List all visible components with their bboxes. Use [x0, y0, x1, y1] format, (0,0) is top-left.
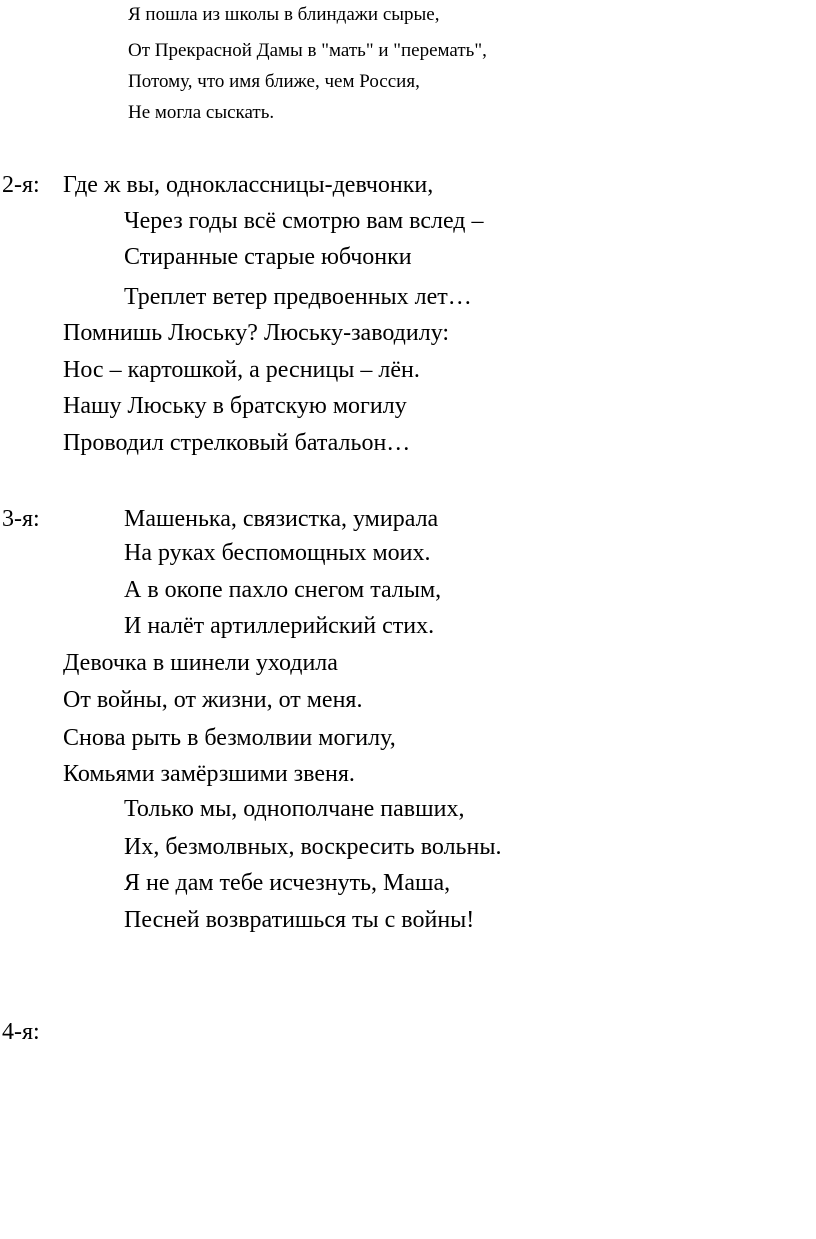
stanza3-line-3: А в окопе пахло снегом талым,: [124, 577, 442, 603]
stanza2-line-3: Стиранные старые юбчонки: [124, 244, 412, 270]
stanza3-line-5: Девочка в шинели уходила: [63, 650, 338, 676]
stanza2-line-6: Нос – картошкой, а ресницы – лён.: [63, 357, 420, 383]
stanza3-line-8: Комьями замёрзшими звеня.: [63, 761, 355, 787]
stanza2-line-8: Проводил стрелковый батальон…: [63, 430, 411, 456]
stanza3-line-9: Только мы, однополчане павших,: [124, 796, 465, 822]
stanza3-line-10: Их, безмолвных, воскресить вольны.: [124, 834, 502, 860]
stanza3-line-2: На руках беспомощных моих.: [124, 540, 431, 566]
stanza3-line-7: Снова рыть в безмолвии могилу,: [63, 725, 396, 751]
speaker-label-2: 2-я:: [2, 172, 40, 198]
stanza1-line-4: Не могла сыскать.: [128, 102, 275, 123]
stanza3-line-1: Машенька, связистка, умирала: [124, 506, 439, 532]
stanza3-line-11: Я не дам тебе исчезнуть, Маша,: [124, 870, 451, 896]
stanza1-line-3: Потому, что имя ближе, чем Россия,: [128, 71, 420, 92]
stanza3-line-6: От войны, от жизни, от меня.: [63, 687, 363, 713]
stanza3-line-12: Песней возвратишься ты с войны!: [124, 907, 475, 933]
stanza2-line-1: Где ж вы, одноклассницы-девчонки,: [63, 172, 434, 198]
speaker-label-4: 4-я:: [2, 1019, 40, 1045]
speaker-label-3: 3-я:: [2, 506, 40, 532]
stanza1-line-2: От Прекрасной Дамы в "мать" и "перемать",: [128, 40, 487, 61]
stanza2-line-7: Нашу Люську в братскую могилу: [63, 393, 407, 419]
stanza3-line-4: И налёт артиллерийский стих.: [124, 613, 435, 639]
stanza2-line-2: Через годы всё смотрю вам вслед –: [124, 208, 484, 234]
stanza2-line-5: Помнишь Люську? Люську-заводилу:: [63, 320, 450, 346]
stanza1-line-1: Я пошла из школы в блиндажи сырые,: [128, 4, 440, 25]
stanza2-line-4: Треплет ветер предвоенных лет…: [124, 284, 472, 310]
